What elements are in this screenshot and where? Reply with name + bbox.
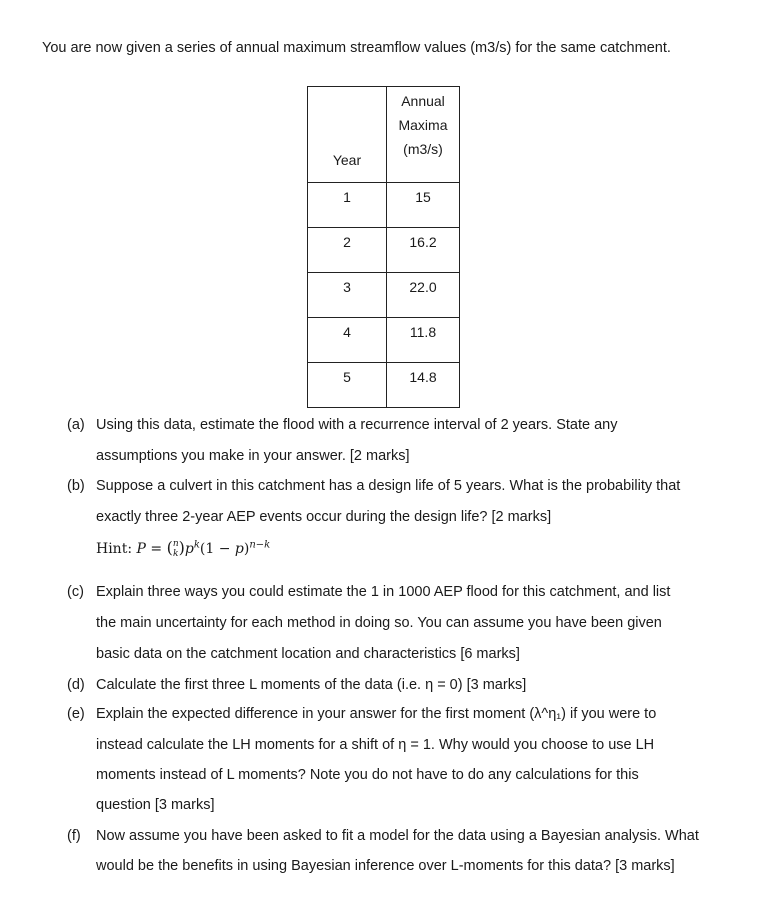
hint-p: p: [184, 541, 194, 557]
table-row: [308, 183, 460, 228]
hint-n-k-exp: n−k: [249, 539, 271, 551]
question-line: assumptions you make in your answer. [2 marks]: [96, 448, 410, 464]
question-label: (e): [67, 706, 85, 722]
table-row: [308, 228, 460, 273]
table-row: [308, 363, 460, 408]
value-cell: 11.8: [387, 318, 460, 363]
hint-k-exp: k: [193, 539, 200, 551]
annual-maxima-table: [307, 86, 460, 408]
question-line: Explain the expected difference in your answer for the first moment (λ^η₁) if you were to: [96, 706, 657, 722]
binom-top: n: [172, 539, 179, 549]
table-row: [308, 318, 460, 363]
year-cell: 3: [308, 273, 387, 318]
value-cell: 22.0: [387, 273, 460, 318]
binom-bottom: k: [172, 549, 179, 559]
question-line: instead calculate the LH moments for a shift of η = 1. Why would you choose to use LH: [96, 737, 655, 753]
question-line: the main uncertainty for each method in doing so. You can assume you have been given: [96, 615, 662, 631]
header-line: Annual: [401, 93, 445, 109]
question-line: exactly three 2-year AEP events occur during the design life? [2 marks]: [96, 509, 552, 525]
question-label: (f): [67, 828, 81, 844]
year-cell: 5: [308, 363, 387, 408]
value-cell: 16.2: [387, 228, 460, 273]
question-label: (d): [67, 677, 85, 693]
hint-formula: Hint: P = ( n k )$p^k(1 - p)^{n-k}$: [96, 538, 271, 559]
year-cell: 1: [308, 183, 387, 228]
question-line: basic data on the catchment location and characteristics [6 marks]: [96, 646, 520, 662]
question-line: Calculate the first three L moments of the data (i.e. η = 0) [3 marks]: [96, 677, 527, 693]
annual-maxima-header: [387, 87, 460, 183]
year-header: Year: [308, 87, 387, 183]
value-cell: 15: [387, 183, 460, 228]
table-header-row: [308, 87, 460, 183]
year-cell: 4: [308, 318, 387, 363]
table-row: [308, 273, 460, 318]
question-line: moments instead of L moments? Note you do not have to do any calculations for this: [96, 767, 639, 783]
value-cell: 14.8: [387, 363, 460, 408]
question-label: (c): [67, 584, 84, 600]
question-line: question [3 marks]: [96, 797, 215, 813]
question-line: Explain three ways you could estimate the 1 in 1000 AEP flood for this catchment, and list: [96, 584, 671, 600]
question-line: would be the benefits in using Bayesian inference over L-moments for this data? [3 marks]: [96, 858, 675, 874]
hint-prefix: Hint:: [96, 541, 137, 557]
hint-eq: =: [145, 541, 167, 557]
hint-middle: (1 −: [199, 541, 235, 557]
question-line: Suppose a culvert in this catchment has a design life of 5 years. What is the probability that: [96, 478, 681, 494]
question-label: (a): [67, 417, 85, 433]
header-line: Maxima: [398, 117, 448, 133]
header-line: (m3/s): [403, 141, 443, 157]
question-label: (b): [67, 478, 85, 494]
intro-text: You are now given a series of annual maximum streamflow values (m3/s) for the same catchment.: [42, 40, 671, 56]
hint-close: ): [243, 541, 250, 557]
question-line: Using this data, estimate the flood with a recurrence interval of 2 years. State any: [96, 417, 618, 433]
hint-p2: p: [234, 541, 244, 557]
hint-lhs: P: [136, 541, 146, 557]
question-line: Now assume you have been asked to fit a model for the data using a Bayesian analysis. What: [96, 828, 699, 844]
year-cell: 2: [308, 228, 387, 273]
